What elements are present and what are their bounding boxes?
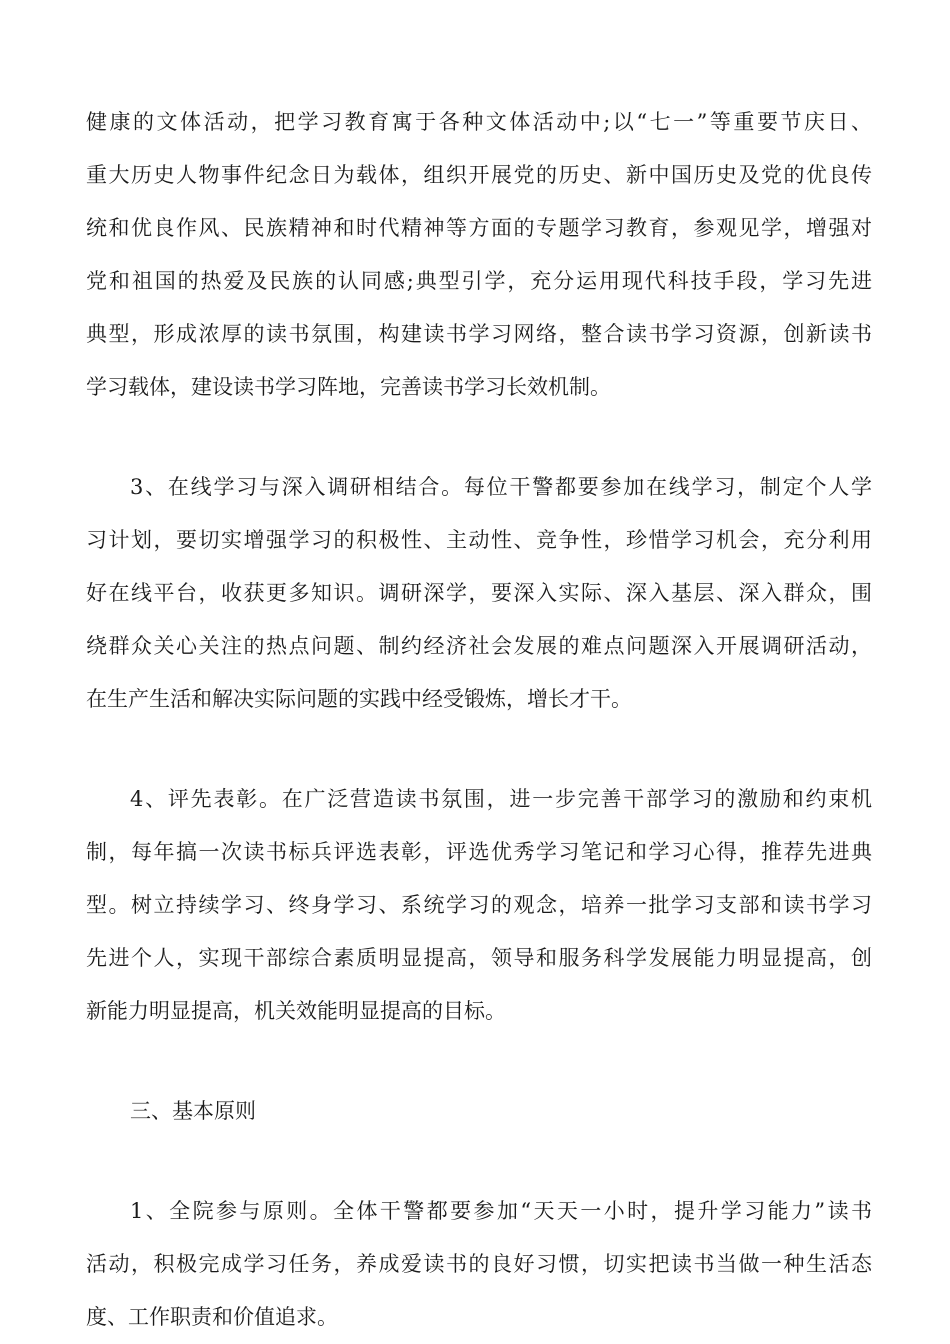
text-line: 度、工作职责和价值追求。 [86,1305,338,1329]
text-line: 统和优良作风、民族精神和时代精神等方面的专题学习教育，参观见学，增强对 [86,216,872,240]
text-line: 绕群众关心关注的热点问题、制约经济社会发展的难点问题深入开展调研活动， [86,634,872,658]
text-line: 新能力明显提高，机关效能明显提高的目标。 [86,999,506,1023]
text-line: 党和祖国的热爱及民族的认同感;典型引学，充分运用现代科技手段，学习先进 [86,269,872,293]
text-line: 制，每年搞一次读书标兵评选表彰，评选优秀学习笔记和学习心得，推荐先进典 [86,840,872,864]
paragraph-gap [86,1138,872,1185]
text-line: 习计划，要切实增强学习的积极性、主动性、竞争性，珍惜学习机会，充分利用 [86,528,872,552]
text-line: 在生产生活和解决实际问题的实践中经受锻炼，增长才干。 [86,687,632,711]
paragraph-continued [86,96,872,414]
paragraph-gap [86,414,872,461]
paragraph-3 [86,461,872,726]
text-line: 先进个人，实现干部综合素质明显提高，领导和服务科学发展能力明显提高，创 [86,946,872,970]
text-line: 健康的文体活动，把学习教育寓于各种文体活动中;以“七一”等重要节庆日、 [86,110,872,134]
paragraph-4 [86,773,872,1038]
text-line: 活动，积极完成学习任务，养成爱读书的良好习惯，切实把读书当做一种生活态 [86,1252,872,1276]
text-line: 4、评先表彰。在广泛营造读书氛围，进一步完善干部学习的激励和约束机 [130,787,872,811]
paragraph-gap [86,726,872,773]
paragraph-gap [86,1038,872,1085]
principle-1 [86,1185,872,1344]
text-line: 重大历史人物事件纪念日为载体，组织开展党的历史、新中国历史及党的优良传 [86,163,872,187]
text-line: 1、全院参与原则。全体干警都要参加“天天一小时，提升学习能力”读书 [130,1199,872,1223]
text-line: 学习载体，建设读书学习阵地，完善读书学习长效机制。 [86,375,611,399]
text-line: 型。树立持续学习、终身学习、系统学习的观念，培养一批学习支部和读书学习 [86,893,872,917]
text-line: 3、在线学习与深入调研相结合。每位干警都要参加在线学习，制定个人学 [130,475,872,499]
document-body [86,96,872,1344]
text-line: 好在线平台，收获更多知识。调研深学，要深入实际、深入基层、深入群众，围 [86,581,872,605]
section-heading: 三、基本原则 [130,1099,256,1123]
text-line: 典型，形成浓厚的读书氛围，构建读书学习网络，整合读书学习资源，创新读书 [86,322,872,346]
